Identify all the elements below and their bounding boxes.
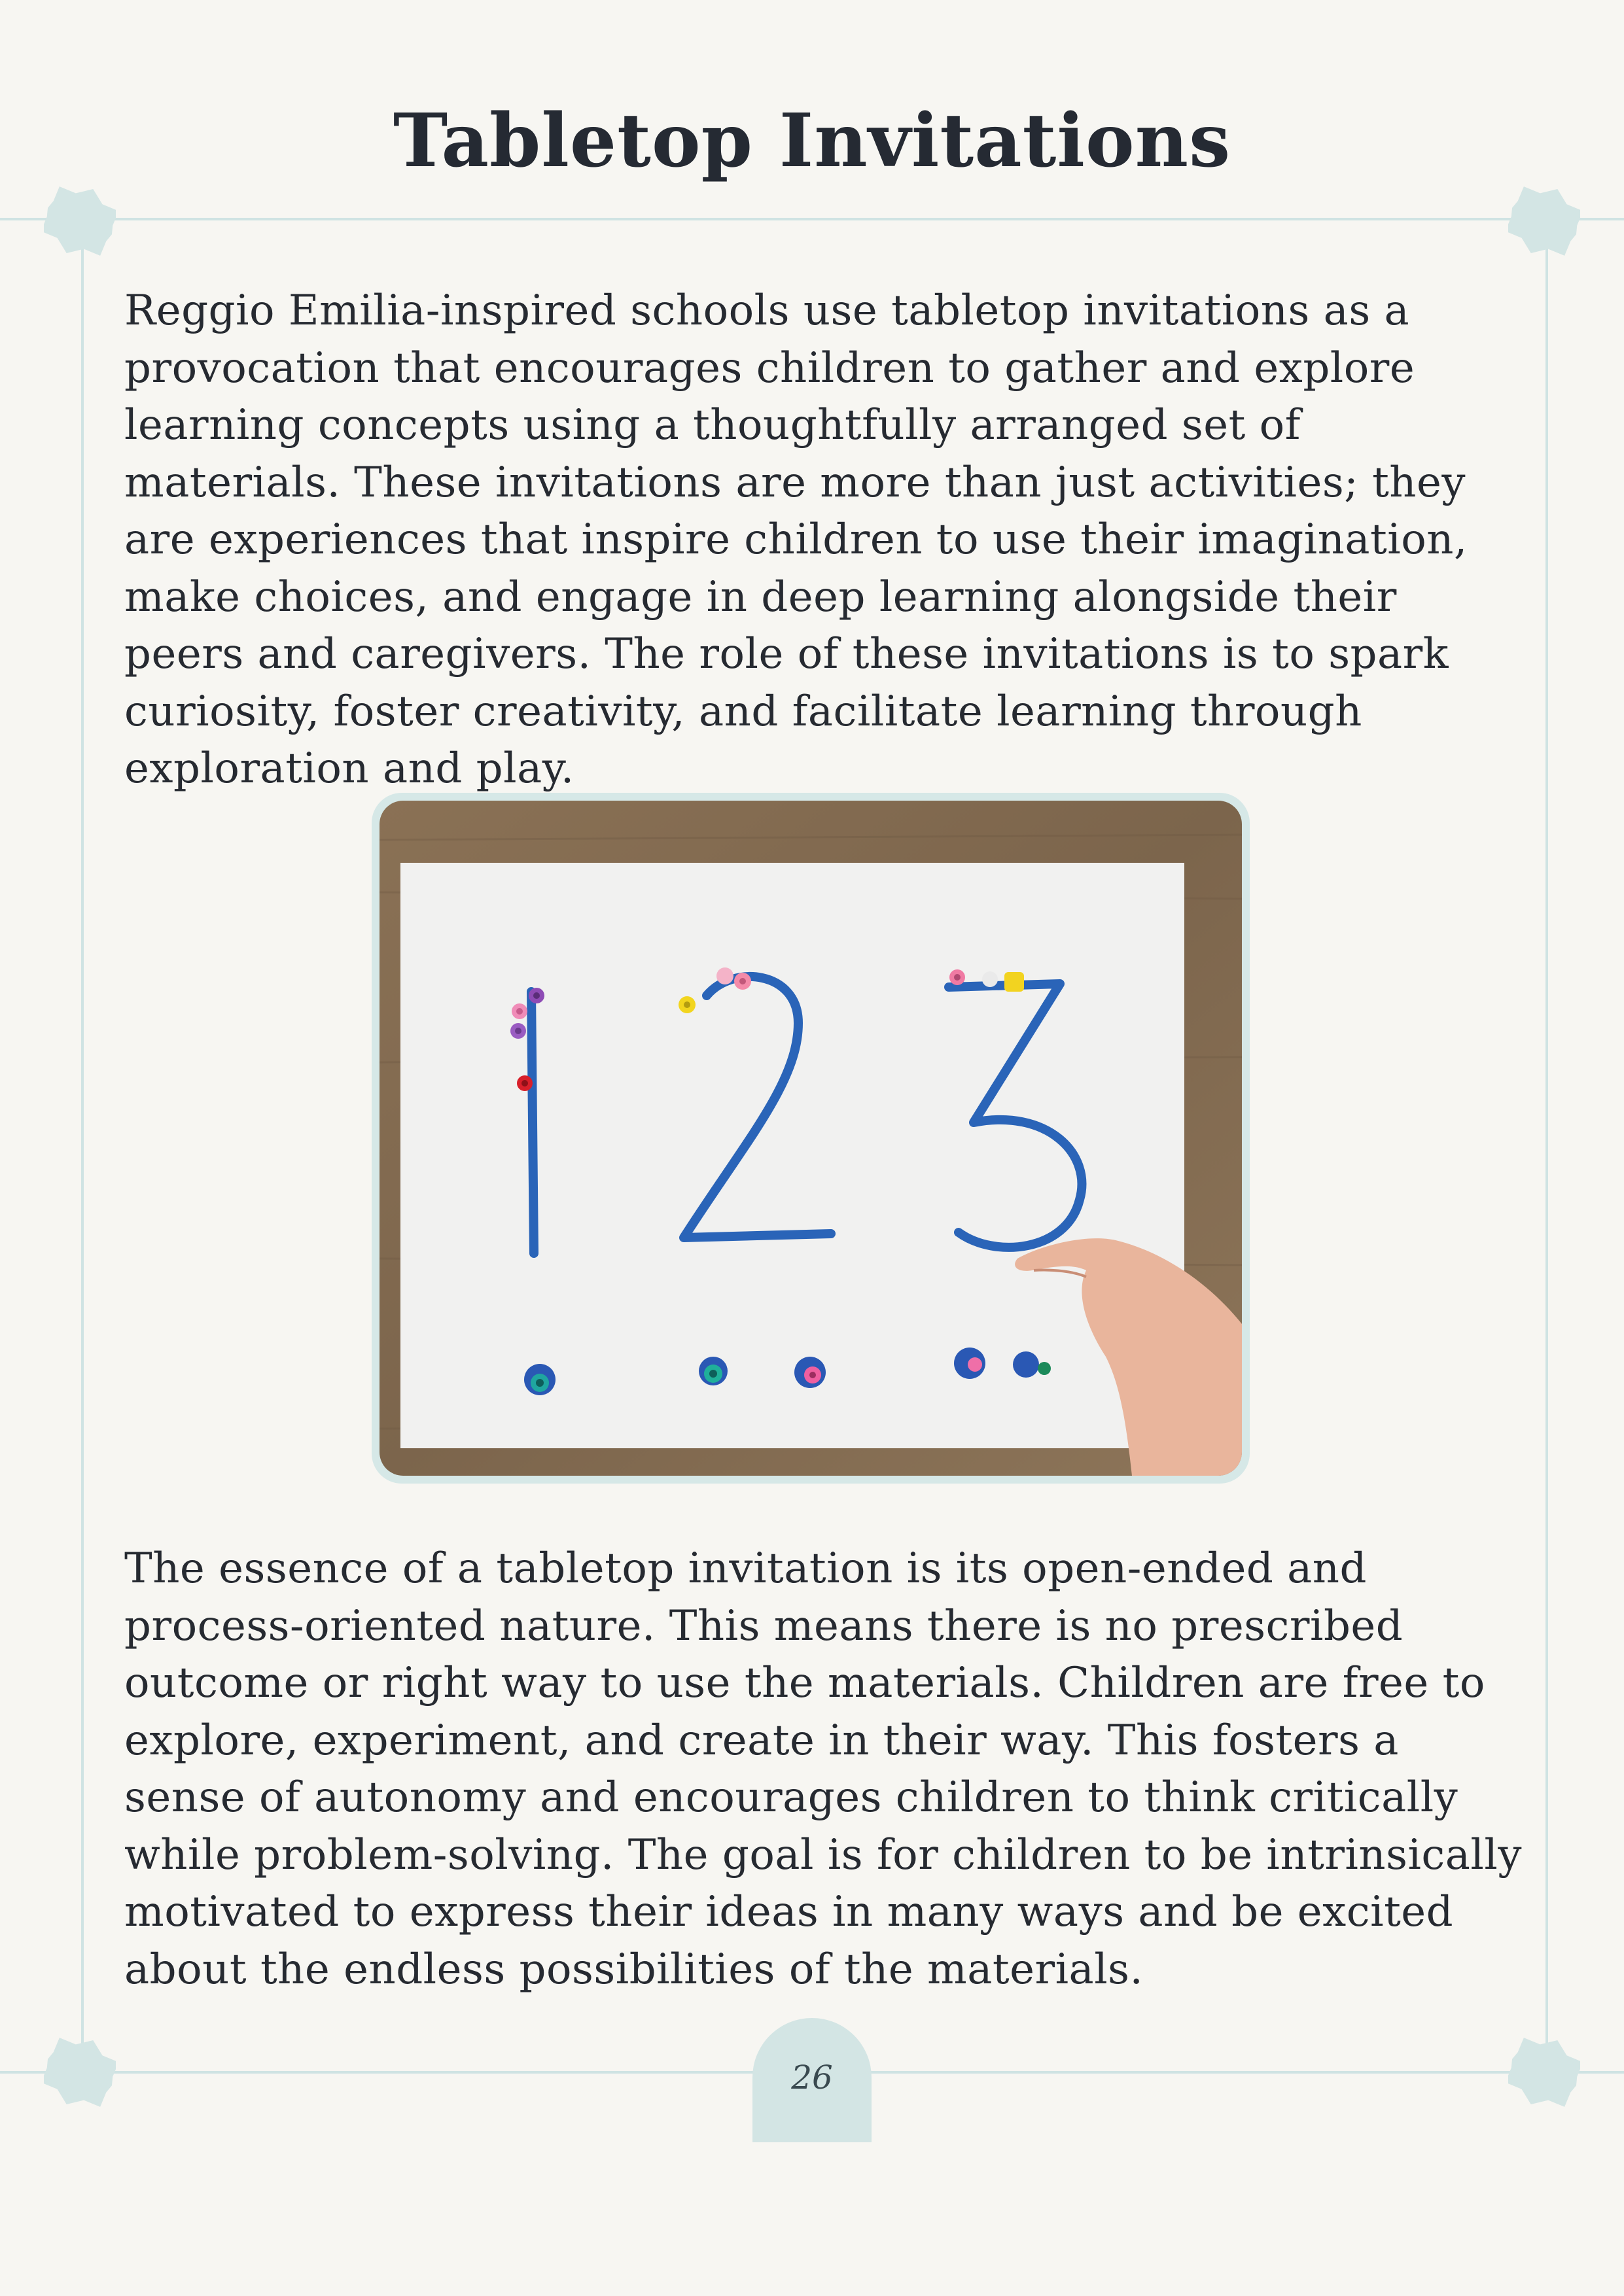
frame-corner-ornament-top-left: [44, 185, 116, 257]
frame-left-line: [81, 218, 84, 2073]
paper-sheet: [400, 863, 1184, 1448]
page-number: 26: [791, 2059, 833, 2096]
essence-paragraph: The essence of a tabletop invitation is its open-ended and process-oriented nature. This means there is no prescribed outcome or right way to use the materials. Children are free to explore, experiment, and create in their way. This fosters a sense of autonomy and encourages children to think critically while problem-solving. The goal is for children to be intrinsically motivated to express their ideas in many ways and be excited about the endless possibilities of the materials.: [124, 1544, 1522, 1994]
frame-corner-ornament-top-right: [1508, 185, 1580, 257]
frame-corner-ornament-bottom-left: [44, 2036, 116, 2108]
frame-right-line: [1545, 218, 1548, 2073]
numeral-one: [531, 992, 534, 1253]
photo-frame: [372, 793, 1250, 1484]
intro-paragraph: Reggio Emilia-inspired schools use tabletop invitations as a provocation that encourages children to gather and explore learning concepts using a thoughtfully arranged set of materials. These invitations are more than just activities; they are experiences that inspire children to use their imagination, make choices, and engage in deep learning alongside their peers and caregivers. The role of these invitations is to spark curiosity, foster creativity, and facilitate learning through exploration and play.: [124, 287, 1468, 793]
frame-top-line: [0, 218, 1624, 220]
numbers-activity-photo: [380, 801, 1242, 1476]
page-title: Tabletop Invitations: [393, 98, 1231, 184]
frame-corner-ornament-bottom-right: [1508, 2036, 1580, 2108]
page-number-tab: [752, 2018, 872, 2142]
